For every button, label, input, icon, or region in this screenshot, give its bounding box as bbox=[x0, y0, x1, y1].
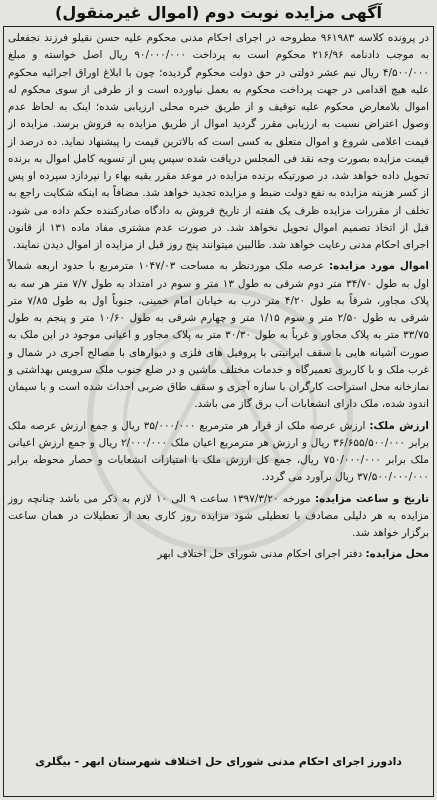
property-section bbox=[8, 258, 429, 413]
date-heading: تاریخ و ساعت مزایده: bbox=[314, 492, 429, 505]
place-heading: محل مزایده: bbox=[365, 548, 429, 561]
signature-line: دادورز اجرای احکام مدنی شورای حل اختلاف شهرستان ابهر - بیگلری bbox=[35, 755, 402, 768]
property-heading: اموال مورد مزایده: bbox=[328, 260, 429, 273]
date-description: مورخه ۱۳۹۷/۳/۲۰ ساعت ۹ الی ۱۰ لازم به ذکر می باشد چنانچه روز مزایده به هر دلیلی مصادف با تعطیلی شود مزایده روز کاری بعد از تعطیلات در همان ساعت برگزار خواهد شد. bbox=[8, 492, 429, 539]
ad-body-paragraph: در پرونده کلاسه ۹۶۱۹۸۳ مطروحه در اجرای احکام مدنی محکوم علیه حسن نقیلو فرزند نجفعلی به موجب دادنامه ۲۱۶/۹۶ محکوم است به پرداخت ۹۰/۰۰۰/۰۰۰ ریال اصل خواسته و مبلغ ۴/۵۰۰/۰۰۰ ریال نیم عشر دولتی در حق دولت محکوم گردیده؛ چون با ابلاغ اوراق اجرائیه محکوم علیه هیچ اقدامی در جهت پرداخت محکوم به بعمل نیاورده است و از طرفی از سوی محکوم له اموال بلامعارض محکوم علیه توقیف و از طریق خبره محلی ارزیابی شده؛ اینک به لحاظ عدم وصول اعتراض نسبت به ارزیابی مقرر گردید اموال از طریق مزایده به فروش برسد. مزایده از قیمت اعلامی شروع و اموال متعلق به کسی است که بالاترین قیمت را پیشنهاد نماید. ده درصد از قیمت مزایده بصورت وجه نقد فی المجلس دریافت شده سپس پس از تسویه کامل اموال به برنده تحویل داده خواهد شد، در صورتیکه برنده مزایده در موعد مقرر بقیه بهاء را نپردازد سپرده او پس از کسر هزینه مزایده به نفع دولت ضبط و مزایده تجدید خواهد شد. مضافاً به اینکه شکایت راجع به تخلف از مقررات مزایده ظرف یک هفته از تاریخ فروش به دادگاه صادرکننده حکم داده می شود، قبل از اتخاذ تصمیم اموال تحویل نخواهد شد. در صورت عدم مشتری مفاد ماده ۱۳۱ از قانون اجرای احکام مدنی رعایت خواهد شد. طالبین میتوانند پنج روز قبل از مزایده از اموال دیدن نمایند. bbox=[8, 32, 429, 251]
value-description: ارزش عرصه ملک از قرار هر مترمربع ۳۵/۰۰۰/۰۰۰ ریال و جمع ارزش عرصه ملک برابر ۳۶/۶۵۵/۵۰۰/۰۰۰ ریال و ارزش هر مترمربع اعیان ملک ۲/۰۰۰/۰۰۰ ریال و جمع ارزش اعیانی ملک برابر ۷۵۰/۰۰۰/۰۰۰ ریال، جمع کل ارزش ملک با امتیازات انشعابات و حصار محوطه برابر ۳۷/۵۰۰/۰۰۰/۰۰۰ ریال برآورد می گردد. bbox=[8, 419, 429, 484]
place-section bbox=[8, 546, 429, 563]
value-section bbox=[8, 418, 429, 487]
property-description: عرصه ملک موردنظر به مساحت ۱۰۴۷/۰۳ مترمربع با حدود اربعه شمالاً اول به طول ۳۴/۷۰ متر دوم شرقی به طول ۱۳ متر و سوم در امتداد به طول ۷/۷ متر هر سه به پلاک مجاور، شرقاً به طول ۴/۲۰ متر درب به خیابان امام خمینی، جنوباً اول به طول ۷/۸۵ متر شرقی به طول ۲/۵۰ متر و سوم ۱/۱۵ متر و چهارم شرقی به طول ۱۰/۶۰ متر و پنجم به طول ۳۳/۷۵ متر به پلاک مجاور و غرباً به طول ۳۰/۳۰ متر به پلاک مجاور و اعیانی موجود در این ملک به صورت آشیانه هایی با سقف ایرانیتی با پروفیل های فلزی و دیوارهای با مصالح آجری در شمال و غرب ملک و با کاربری تعمیرگاه و خدمات مختلف ماشین و در ضلع جنوب ملک سرویس بهداشتی و نمازخانه محل استراحت کارگران با سازه آجری و سقف طاق ضربی احداث شده است و با سیمان اندود شده، ملک دارای انشعابات آب برق گاز می باشد. bbox=[8, 260, 430, 411]
value-heading: ارزش ملک: bbox=[369, 419, 429, 432]
place-description: دفتر اجرای احکام مدنی شورای حل اختلاف ابهر bbox=[157, 548, 363, 561]
ad-content bbox=[8, 30, 429, 564]
ad-title: آگهی مزایده نوبت دوم (اموال غیرمنقول) bbox=[55, 3, 382, 22]
date-section bbox=[8, 491, 429, 543]
